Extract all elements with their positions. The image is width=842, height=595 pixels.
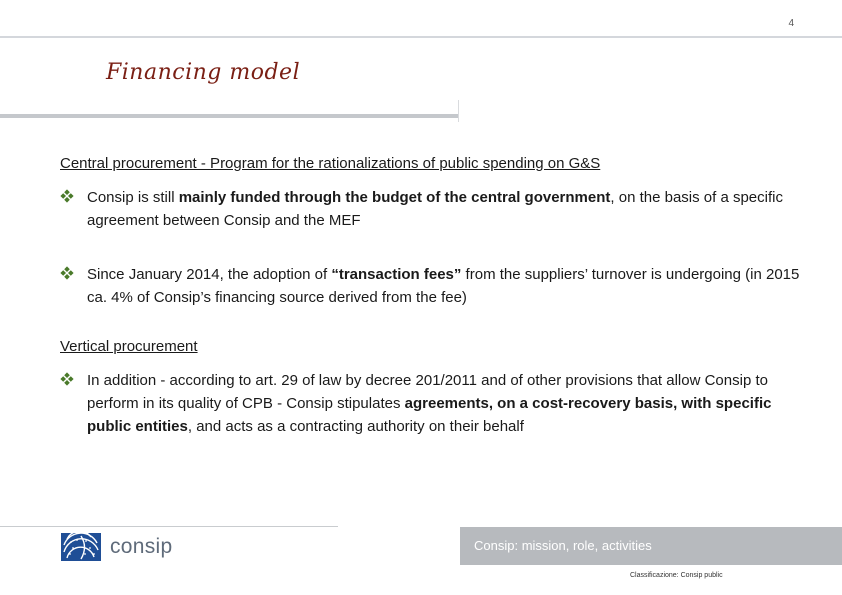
- title-divider-vertical: [458, 100, 459, 122]
- bullet-text-part: Consip is still: [87, 189, 179, 206]
- bullet-item: [60, 263, 800, 309]
- footer-logo: [61, 532, 173, 562]
- bullet-item: [60, 186, 800, 232]
- bullet-text: [87, 372, 771, 435]
- bullet-item: [60, 369, 800, 438]
- four-diamond-bullet-icon: [60, 189, 74, 203]
- logo-text: consip: [110, 535, 173, 558]
- bullet-text-part: from the suppliers’ turnover is undergoing (in 2015 ca. 4% of Consip’s financing source derived from the fee): [87, 266, 800, 306]
- bullet-text-part: , and acts as a contracting authority on their behalf: [187, 418, 524, 435]
- bullet-text-bold: mainly funded through the budget of the central government: [178, 189, 611, 206]
- footer-divider: [0, 526, 338, 527]
- page-number: 4: [788, 18, 794, 29]
- title-divider: [0, 114, 458, 118]
- bullet-text-part: In addition - according to art. 29 of law by decree 201/2011 and of other provisions that allow Consip to perform in its quality of CPB - Consip stipulates: [87, 372, 768, 412]
- bullet-text-bold: agreements, on a cost-recovery basis, with specific public entities: [87, 395, 772, 435]
- title-block: [0, 0, 842, 120]
- four-diamond-bullet-icon: [60, 266, 74, 280]
- slide-content: [60, 152, 800, 438]
- section-heading-central: Central procurement - Program for the rationalizations of public spending on G&S: [60, 155, 601, 172]
- bullet-text-bold: “transaction fees”: [331, 266, 462, 283]
- bullet-text: [87, 266, 799, 306]
- classification-label: Classificazione: Consip public: [630, 572, 723, 579]
- footer-band-text: Consip: mission, role, activities: [474, 538, 652, 553]
- four-diamond-bullet-icon: [60, 372, 74, 386]
- page-title: Financing model: [106, 60, 301, 85]
- footer-band: [460, 527, 842, 565]
- bullet-text: [87, 189, 783, 229]
- bullet-text-part: Since January 2014, the adoption of: [87, 266, 332, 283]
- section-heading-vertical: Vertical procurement: [60, 338, 198, 355]
- bullet-text-part: , on the basis of a specific agreement between Consip and the MEF: [87, 189, 783, 229]
- consip-globe-icon: [61, 533, 101, 561]
